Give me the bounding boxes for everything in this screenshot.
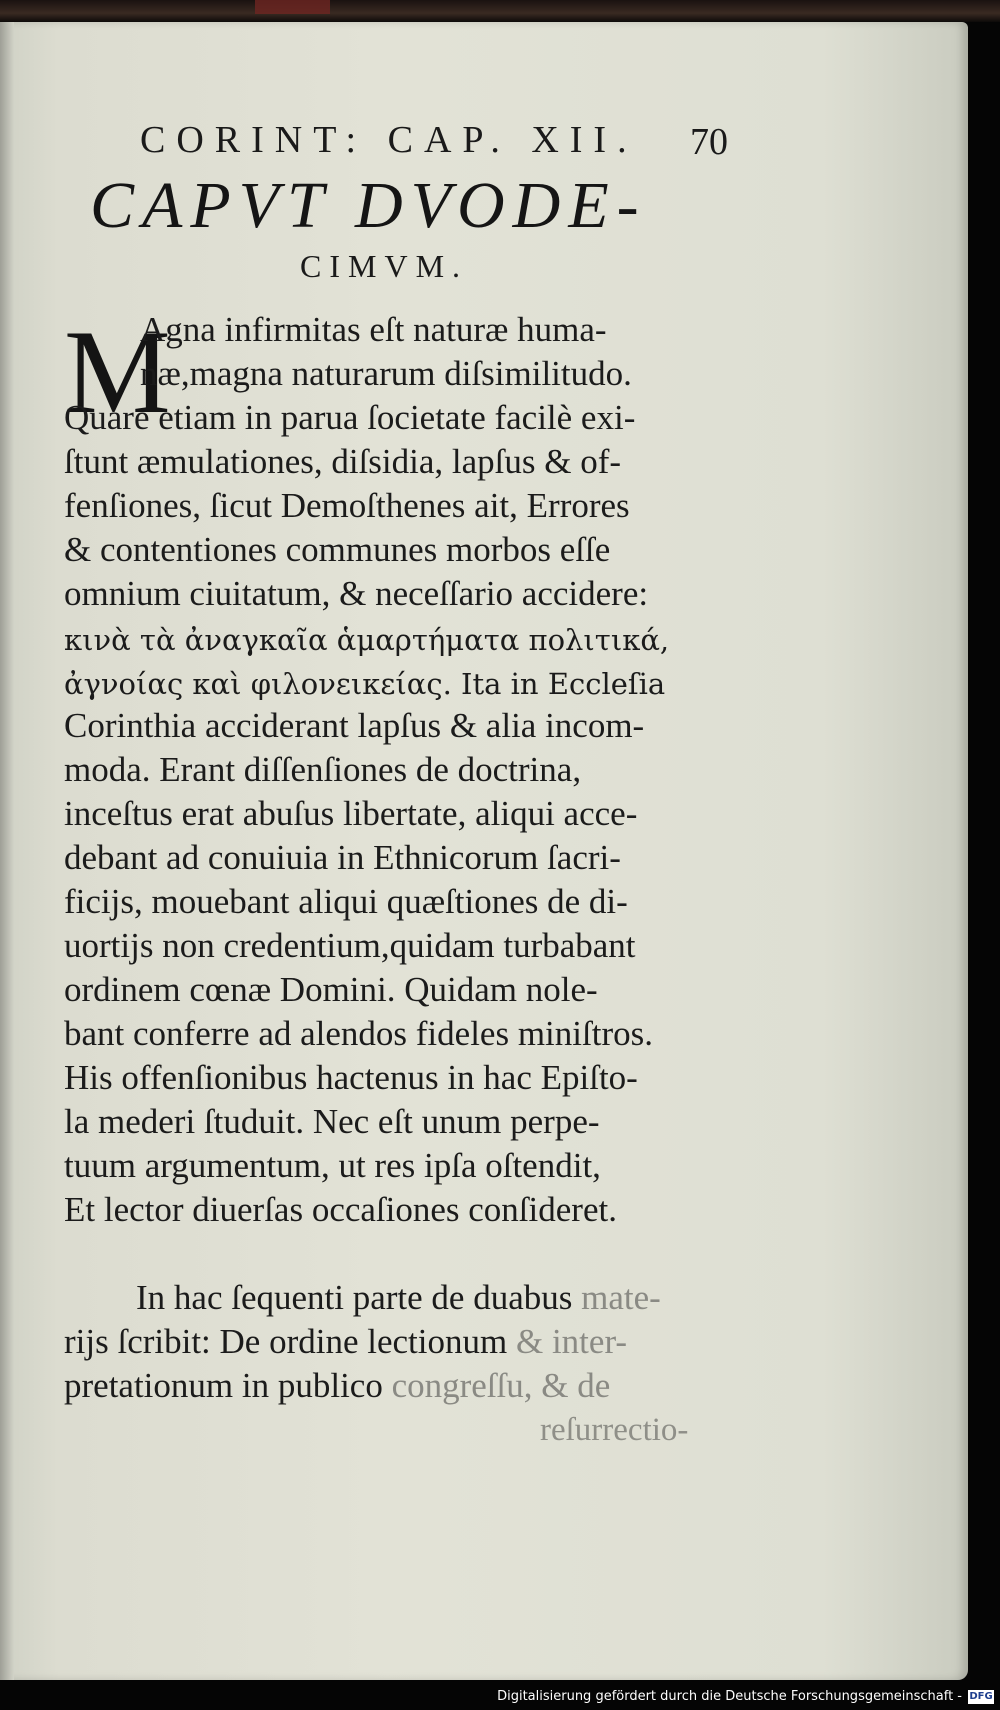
dfg-logo-icon: DFG <box>969 1690 993 1702</box>
text-line: Agna infirmitas eſt naturæ huma- <box>140 310 607 349</box>
page-gutter <box>0 22 14 1680</box>
page-number: 70 <box>690 121 728 163</box>
text-line: bant conferre ad alendos fideles miniſtros. <box>64 1014 653 1053</box>
text-segment: pretationum in publico <box>64 1366 392 1405</box>
text-line: ficijs, mouebant aliqui quæſtiones de di- <box>64 882 628 921</box>
text-line: fenſiones, ſicut Demoſthenes ait, Errores <box>64 486 630 525</box>
catchword: reſurrectio- <box>540 1412 689 1448</box>
text-line <box>64 1320 730 1364</box>
greek-text-line: ἀγνοίας καὶ φιλονεικείας. Ita in Eccleſia <box>64 667 666 701</box>
text-line: His offenſionibus hactenus in hac Epiſto- <box>64 1058 638 1097</box>
text-line: omnium ciuitatum, & neceſſario accidere: <box>64 574 649 613</box>
text-line: næ,magna naturarum diſsimilitudo. <box>140 354 632 393</box>
book-edge-top <box>0 0 1000 22</box>
drop-cap: M <box>64 305 171 438</box>
text-line: ſtunt æmulationes, diſsidia, lapſus & of- <box>64 442 622 481</box>
text-line: la mederi ſtuduit. Nec eſt unum perpe- <box>64 1102 600 1141</box>
text-line: inceſtus erat abuſus libertate, aliqui acce- <box>64 794 638 833</box>
text-line: ordinem cœnæ Domini. Quidam nole- <box>64 970 598 1009</box>
chapter-title: CAPVT DVODE- <box>90 169 647 242</box>
running-head: CORINT: CAP. XII. <box>140 119 638 161</box>
text-line: Quare etiam in parua ſocietate facilè exi- <box>64 398 636 437</box>
footer-text: Digitalisierung gefördert durch die Deutsche Forschungsgemeinschaft - <box>497 1689 962 1704</box>
text-segment: rijs ſcribit: De ordine lectionum <box>64 1322 516 1361</box>
greek-text-line: κινὰ τὰ ἀναγκαῖα ἁμαρτήματα πολιτικά, <box>64 623 670 657</box>
chapter-title-continued: CIMVM. <box>300 248 469 284</box>
text-line <box>64 1364 730 1408</box>
text-line: debant ad conuiuia in Ethnicorum ſacri- <box>64 838 621 877</box>
text-line <box>136 1276 730 1320</box>
digitization-footer <box>497 1689 994 1704</box>
faded-text-segment: & inter- <box>515 1322 628 1361</box>
faded-text-segment: congreſſu, & de <box>391 1366 611 1405</box>
text-line: tuum argumentum, ut res ipſa oſtendit, <box>64 1146 601 1185</box>
text-line: Et lector diuerſas occaſiones conſideret. <box>64 1190 617 1229</box>
text-segment: In hac ſequenti parte de duabus <box>136 1278 582 1317</box>
ribbon-marker <box>255 0 330 14</box>
faded-text-segment: mate- <box>581 1278 661 1317</box>
text-line: moda. Erant diſſenſiones de doctrina, <box>64 750 582 789</box>
text-line: uortijs non credentium,quidam turbabant <box>64 926 636 965</box>
text-line: & contentiones communes morbos eſſe <box>64 530 611 569</box>
text-line: Corinthia acciderant lapſus & alia incom- <box>64 706 645 745</box>
